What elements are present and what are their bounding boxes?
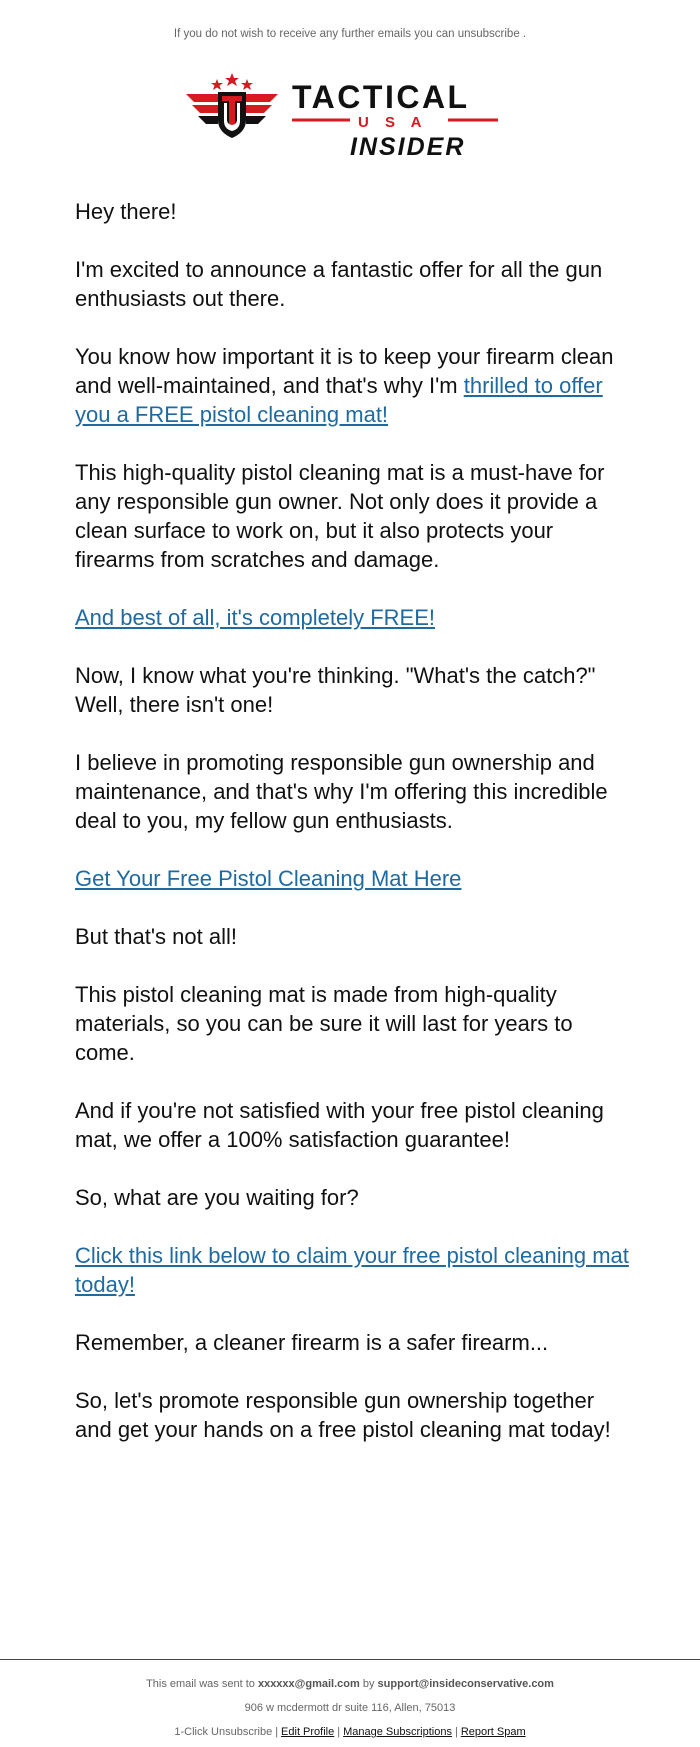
email-footer <box>0 1675 700 1747</box>
footer-separator: | <box>454 1726 458 1738</box>
footer-separator: | <box>275 1726 279 1738</box>
manage-subscriptions-link[interactable]: Manage Subscriptions <box>343 1726 452 1738</box>
footer-sent-line <box>0 1675 700 1699</box>
paragraph-claim-link <box>75 1241 635 1299</box>
paragraph-not-all: But that's not all! <box>75 924 237 949</box>
footer-recipient: xxxxxx@gmail.com <box>257 1678 360 1690</box>
footer-address: 906 w mcdermott dr suite 116, Allen, 75013 <box>244 1702 456 1714</box>
free-mat-offer-link[interactable]: thrilled to offer you a FREE pistol cleaning mat! <box>75 373 603 427</box>
footer-links <box>0 1723 700 1747</box>
one-click-unsubscribe[interactable]: 1-Click Unsubscribe <box>174 1726 273 1738</box>
paragraph-maintenance <box>75 342 635 429</box>
edit-profile-link[interactable]: Edit Profile <box>281 1726 335 1738</box>
logo-insider-text: INSIDER <box>350 133 466 161</box>
star-icon <box>211 79 223 90</box>
paragraph-intro: I'm excited to announce a fantastic offer for all the gun enthusiasts out there. <box>75 257 603 311</box>
paragraph-waiting: So, what are you waiting for? <box>75 1185 359 1210</box>
email-body <box>75 197 635 1473</box>
footer-sent-prefix: This email was sent to <box>146 1678 255 1690</box>
tactical-usa-insider-logo <box>180 70 520 170</box>
paragraph-materials: This pistol cleaning mat is made from high-quality materials, so you can be sure it will last for years to come. <box>75 982 573 1065</box>
footer-divider <box>0 1659 700 1660</box>
star-icon <box>225 73 239 86</box>
paragraph-maintenance-text: You know how important it is to keep your firearm clean and well-maintained, and that's why I'm <box>75 344 614 398</box>
greeting: Hey there! <box>75 199 177 224</box>
report-spam-link[interactable]: Report Spam <box>460 1726 526 1738</box>
paragraph-get-link <box>75 864 635 893</box>
paragraph-catch: Now, I know what you're thinking. "What's the catch?" Well, there isn't one! <box>75 663 596 717</box>
footer-sender: support@insideconservative.com <box>377 1678 554 1690</box>
footer-by: by <box>362 1678 375 1690</box>
completely-free-link[interactable]: And best of all, it's completely FREE! <box>75 605 436 630</box>
preheader-text: If you do not wish to receive any further emails you can unsubscribe . <box>173 28 527 40</box>
paragraph-safer: Remember, a cleaner firearm is a safer firearm... <box>75 1330 549 1355</box>
paragraph-guarantee: And if you're not satisfied with your free pistol cleaning mat, we offer a 100% satisfaction guarantee! <box>75 1098 604 1152</box>
paragraph-responsible: I believe in promoting responsible gun ownership and maintenance, and that's why I'm offering this incredible deal to you, my fellow gun enthusiasts. <box>75 750 608 833</box>
paragraph-quality: This high-quality pistol cleaning mat is a must-have for any responsible gun owner. Not only does it provide a clean surface to work on, but it also protects your firearms from scratches and damage. <box>75 460 605 572</box>
paragraph-closing: So, let's promote responsible gun ownership together and get your hands on a free pistol cleaning mat today! <box>75 1388 611 1442</box>
star-icon <box>241 79 253 90</box>
claim-free-mat-link[interactable]: Click this link below to claim your free pistol cleaning mat today! <box>75 1243 629 1297</box>
paragraph-free-link <box>75 603 635 632</box>
get-free-mat-link[interactable]: Get Your Free Pistol Cleaning Mat Here <box>75 866 462 891</box>
logo-tactical-text: TACTICAL <box>292 79 470 115</box>
footer-separator: | <box>337 1726 341 1738</box>
logo-usa-text: U S A <box>358 114 428 131</box>
